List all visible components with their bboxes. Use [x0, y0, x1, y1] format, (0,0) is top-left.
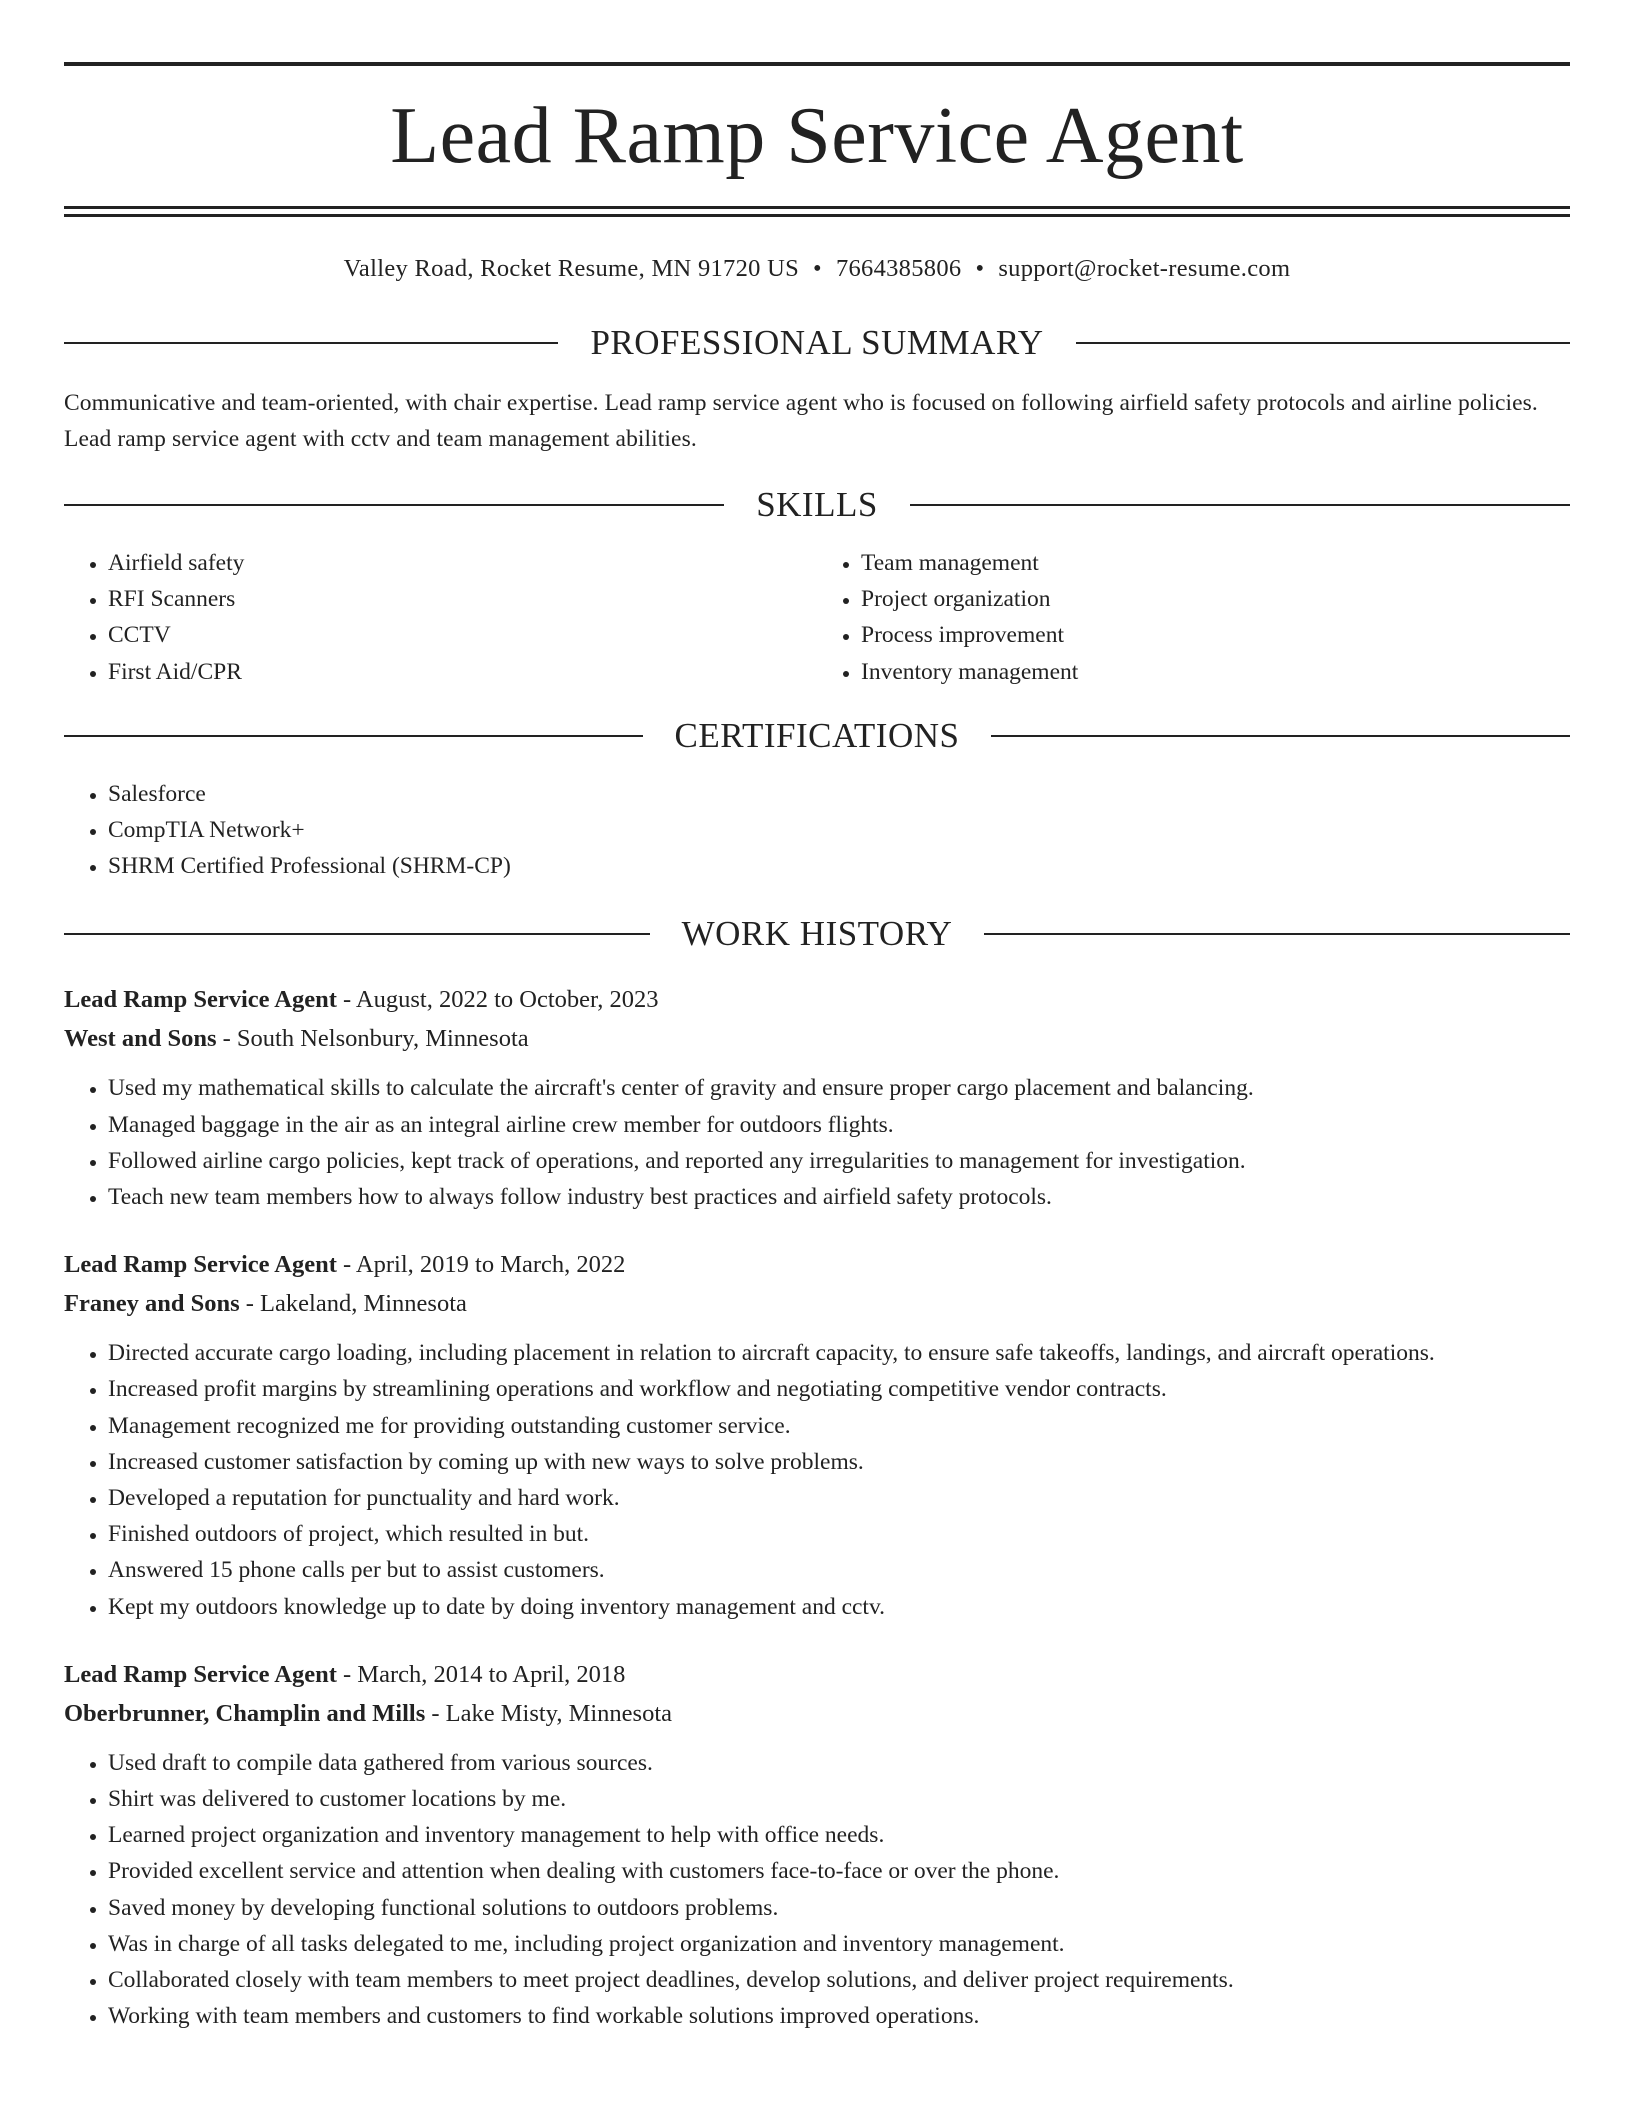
- job-location: - Lakeland, Minnesota: [239, 1290, 467, 1318]
- job-location: - South Nelsonbury, Minnesota: [216, 1025, 529, 1053]
- contact-address: Valley Road, Rocket Resume, MN 91720 US: [343, 255, 800, 282]
- job-company-line: [64, 1284, 1570, 1323]
- section-rule: [1076, 342, 1570, 344]
- job-title-line: [64, 1245, 1570, 1284]
- skill-item: • First Aid/CPR: [108, 654, 817, 690]
- resume-name: Lead Ramp Service Agent: [390, 92, 1244, 180]
- job-bullet-list: [64, 1335, 1570, 1625]
- job-bullet: • Used draft to compile data gathered from various sources.: [108, 1745, 1570, 1781]
- job-bullet: • Provided excellent service and attention when dealing with customers face-to-face or over the phone.: [108, 1853, 1570, 1889]
- job-title: Lead Ramp Service Agent: [64, 986, 337, 1014]
- contact-separator: •: [975, 255, 985, 282]
- job-title: Lead Ramp Service Agent: [64, 1251, 337, 1279]
- job-entry: [64, 1655, 1570, 2035]
- job-bullet: • Answered 15 phone calls per but to assist customers.: [108, 1552, 1570, 1588]
- certification-item: • CompTIA Network+: [108, 812, 1570, 848]
- header-top-rule: [64, 62, 1570, 66]
- skills-column-right: [817, 545, 1570, 690]
- job-bullet: • Teach new team members how to always follow industry best practices and airfield safety protocols.: [108, 1179, 1570, 1215]
- job-company: Oberbrunner, Champlin and Mills: [64, 1699, 426, 1727]
- skill-item: • Inventory management: [861, 654, 1570, 690]
- job-bullet: • Shirt was delivered to customer locations by me.: [108, 1781, 1570, 1817]
- section-rule: [991, 735, 1570, 737]
- job-bullet: • Managed baggage in the air as an integral airline crew member for outdoors flights.: [108, 1107, 1570, 1143]
- job-bullet-list: [64, 1745, 1570, 2035]
- job-bullet: • Saved money by developing functional solutions to outdoors problems.: [108, 1890, 1570, 1926]
- skill-item: • Process improvement: [861, 617, 1570, 653]
- job-title-line: [64, 980, 1570, 1019]
- skill-item: • RFI Scanners: [108, 581, 817, 617]
- job-company: Franey and Sons: [64, 1290, 240, 1318]
- job-bullet: • Directed accurate cargo loading, including placement in relation to aircraft capacity, to ensure safe takeoffs, landings, and aircraft operations.: [108, 1335, 1570, 1371]
- job-title-line: [64, 1655, 1570, 1694]
- certification-item: • SHRM Certified Professional (SHRM-CP): [108, 848, 1570, 884]
- job-bullet: • Developed a reputation for punctuality and hard work.: [108, 1480, 1570, 1516]
- skill-item: • Project organization: [861, 581, 1570, 617]
- job-bullet: • Management recognized me for providing outstanding customer service.: [108, 1408, 1570, 1444]
- summary-text: Communicative and team-oriented, with chair expertise. Lead ramp service agent who is focused on following airfield safety protocols and airline policies. Lead ramp service agent with cctv and team management abilities.: [64, 390, 1538, 452]
- section-rule: [910, 504, 1570, 506]
- job-location: - Lake Misty, Minnesota: [425, 1699, 673, 1727]
- job-dates: - April, 2019 to March, 2022: [336, 1251, 626, 1279]
- job-entry: [64, 980, 1570, 1215]
- section-title: PROFESSIONAL SUMMARY: [590, 323, 1044, 362]
- section-title: WORK HISTORY: [681, 914, 953, 954]
- job-entry: [64, 1245, 1570, 1625]
- section-header-work-history: [64, 914, 1570, 954]
- contact-email: support@rocket-resume.com: [998, 255, 1291, 282]
- job-bullet: • Learned project organization and inventory management to help with office needs.: [108, 1817, 1570, 1853]
- skills-column-left: [64, 545, 817, 690]
- section-rule: [64, 735, 643, 737]
- job-company-line: [64, 1694, 1570, 1733]
- job-company: West and Sons: [64, 1025, 217, 1053]
- section-rule: [984, 933, 1570, 935]
- certification-item: • Salesforce: [108, 776, 1570, 812]
- job-title: Lead Ramp Service Agent: [64, 1660, 337, 1688]
- job-bullet: • Finished outdoors of project, which resulted in but.: [108, 1516, 1570, 1552]
- job-bullet: • Used my mathematical skills to calculate the aircraft's center of gravity and ensure proper cargo placement and balancing.: [108, 1070, 1570, 1106]
- section-title: CERTIFICATIONS: [674, 715, 960, 755]
- skills-list: [64, 545, 1570, 690]
- section-title: SKILLS: [756, 485, 878, 524]
- section-header-summary: [64, 323, 1570, 363]
- job-bullet: • Followed airline cargo policies, kept track of operations, and reported any irregularities to management for investigation.: [108, 1143, 1570, 1179]
- section-rule: [64, 504, 724, 506]
- skill-item: • Team management: [861, 545, 1570, 581]
- job-bullet: • Was in charge of all tasks delegated to me, including project organization and inventory management.: [108, 1926, 1570, 1962]
- job-company-line: [64, 1019, 1570, 1058]
- skill-item: • CCTV: [108, 617, 817, 653]
- section-header-skills: [64, 485, 1570, 525]
- job-bullet-list: [64, 1070, 1570, 1215]
- skill-item: • Airfield safety: [108, 545, 817, 581]
- job-bullet: • Increased profit margins by streamlining operations and workflow and negotiating competitive vendor contracts.: [108, 1371, 1570, 1407]
- job-bullet: • Collaborated closely with team members to meet project deadlines, develop solutions, and deliver project requirements.: [108, 1962, 1570, 1998]
- job-bullet: • Kept my outdoors knowledge up to date by doing inventory management and cctv.: [108, 1589, 1570, 1625]
- contact-line: [64, 253, 1570, 285]
- contact-separator: •: [813, 255, 822, 282]
- job-bullet: • Working with team members and customers to find workable solutions improved operations.: [108, 1998, 1570, 2034]
- header-double-rule: [64, 206, 1570, 217]
- section-header-certifications: [64, 716, 1570, 756]
- job-dates: - March, 2014 to April, 2018: [336, 1660, 626, 1688]
- certifications-list: [64, 776, 1570, 885]
- job-dates: - August, 2022 to October, 2023: [336, 986, 659, 1014]
- contact-phone: 7664385806: [835, 255, 962, 282]
- section-rule: [64, 342, 558, 344]
- section-rule: [64, 933, 650, 935]
- resume-page: [64, 62, 1570, 2034]
- job-bullet: • Increased customer satisfaction by coming up with new ways to solve problems.: [108, 1444, 1570, 1480]
